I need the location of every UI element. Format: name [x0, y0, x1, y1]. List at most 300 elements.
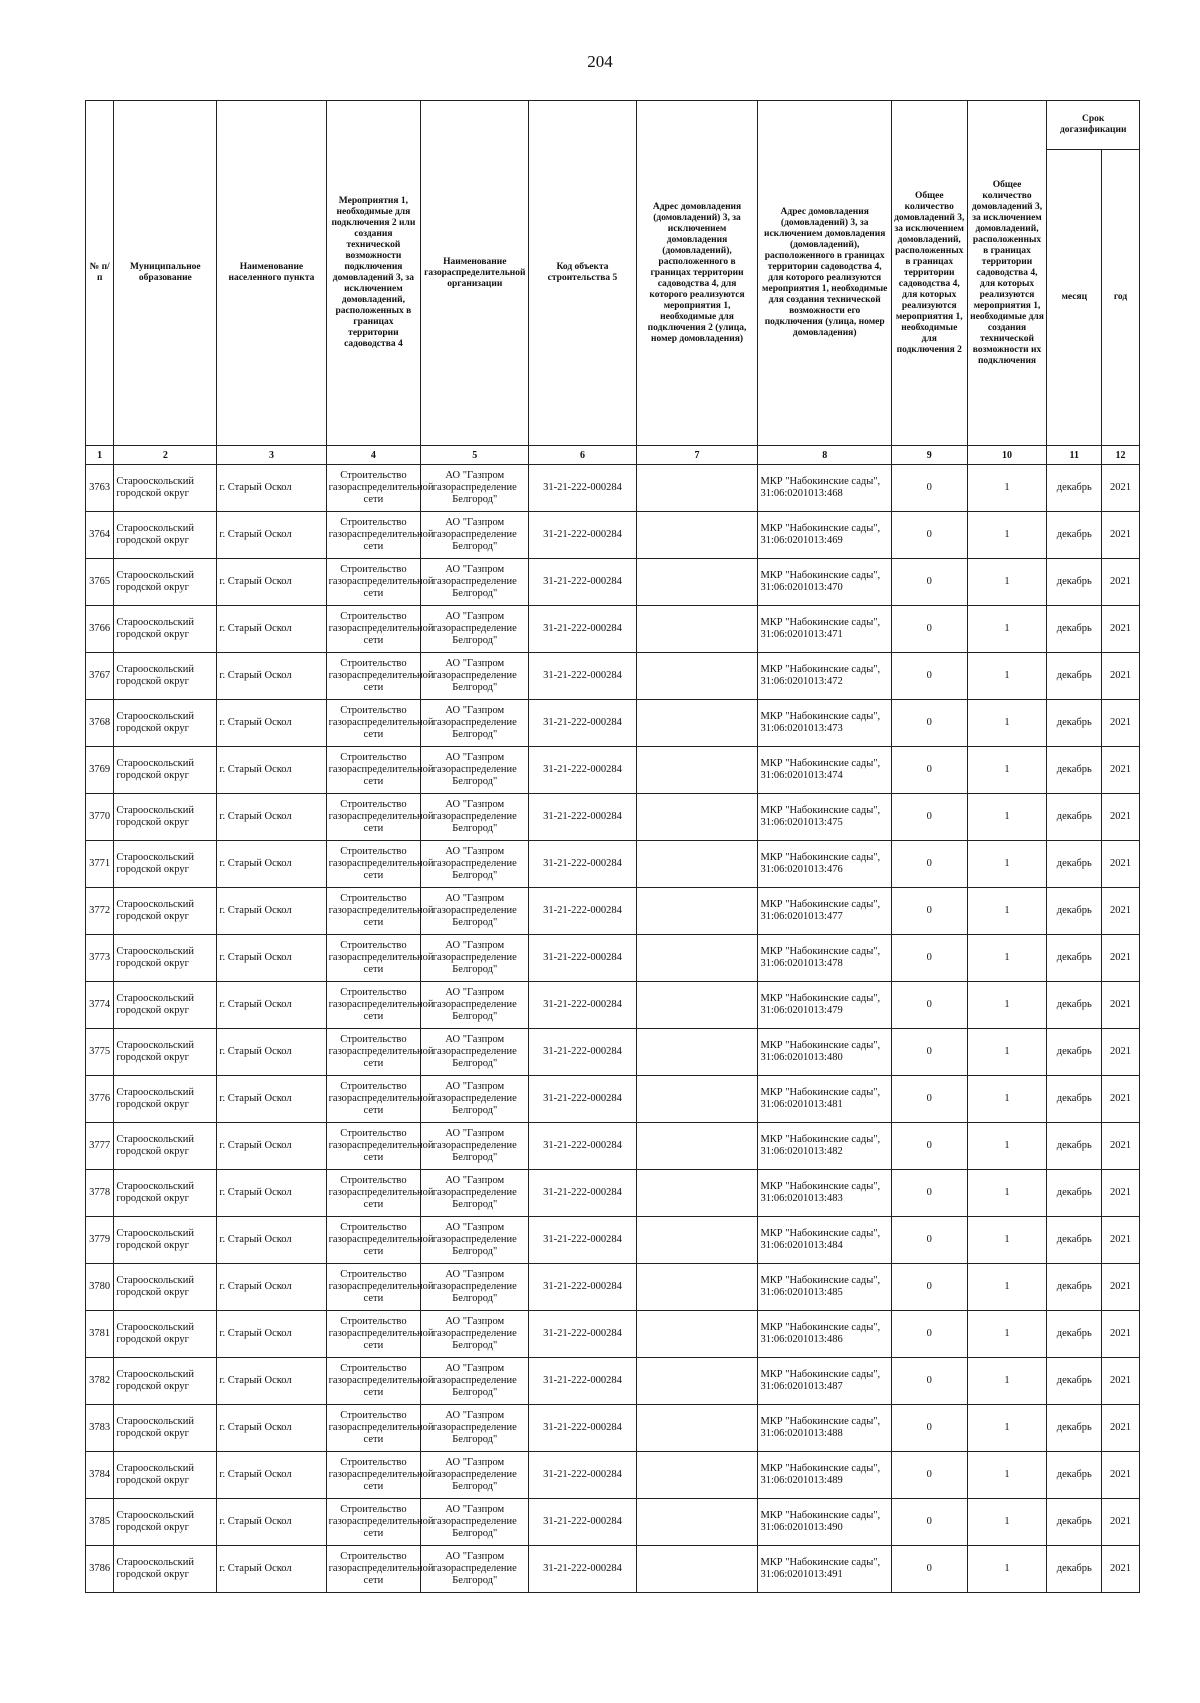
cell-year: 2021: [1102, 559, 1140, 606]
cell-address-capability: МКР "Набокинские сады", 31:06:0201013:487: [758, 1358, 891, 1405]
table-row: [86, 700, 1140, 747]
cell-number: 3771: [86, 841, 114, 888]
cell-activity: Строительство газораспределительной сети: [326, 1546, 421, 1593]
cell-total-connection: 0: [891, 700, 967, 747]
header-row: [86, 101, 1140, 150]
cell-address-capability: МКР "Набокинские сады", 31:06:0201013:481: [758, 1076, 891, 1123]
cell-organization: АО "Газпром газораспределение Белгород": [421, 559, 529, 606]
cell-total-connection: 0: [891, 1499, 967, 1546]
cell-object-code: 31-21-222-000284: [529, 1170, 636, 1217]
header-address-capability: Адрес домовладения (домовладений) 3, за исключением домовладения (домовладений), расположенного в границах территории садоводства 4, для которого реализуются мероприятия 1, необходимые для создания технической возможности его подключения (улица, номер домовладения): [758, 101, 891, 446]
cell-number: 3780: [86, 1264, 114, 1311]
cell-total-connection: 0: [891, 512, 967, 559]
cell-number: 3768: [86, 700, 114, 747]
cell-object-code: 31-21-222-000284: [529, 559, 636, 606]
header-num: № п/п: [86, 101, 114, 446]
cell-activity: Строительство газораспределительной сети: [326, 700, 421, 747]
cell-activity: Строительство газораспределительной сети: [326, 1311, 421, 1358]
cell-address-connection: [636, 700, 758, 747]
cell-locality: г. Старый Оскол: [217, 606, 326, 653]
table-row: [86, 1452, 1140, 1499]
cell-organization: АО "Газпром газораспределение Белгород": [421, 1499, 529, 1546]
cell-address-connection: [636, 1358, 758, 1405]
cell-address-capability: МКР "Набокинские сады", 31:06:0201013:474: [758, 747, 891, 794]
cell-number: 3782: [86, 1358, 114, 1405]
header-deadline: Срок догазификации: [1047, 101, 1140, 150]
cell-month: декабрь: [1047, 794, 1102, 841]
cell-activity: Строительство газораспределительной сети: [326, 794, 421, 841]
cell-month: декабрь: [1047, 606, 1102, 653]
cell-activity: Строительство газораспределительной сети: [326, 606, 421, 653]
cell-number: 3785: [86, 1499, 114, 1546]
cell-month: декабрь: [1047, 1405, 1102, 1452]
cell-address-connection: [636, 465, 758, 512]
cell-activity: Строительство газораспределительной сети: [326, 1123, 421, 1170]
cell-organization: АО "Газпром газораспределение Белгород": [421, 1546, 529, 1593]
cell-address-capability: МКР "Набокинские сады", 31:06:0201013:470: [758, 559, 891, 606]
cell-municipality: Старооскольский городской округ: [114, 465, 217, 512]
cell-address-capability: МКР "Набокинские сады", 31:06:0201013:472: [758, 653, 891, 700]
cell-total-connection: 0: [891, 888, 967, 935]
cell-address-connection: [636, 794, 758, 841]
cell-municipality: Старооскольский городской округ: [114, 1499, 217, 1546]
table-row: [86, 512, 1140, 559]
cell-address-connection: [636, 1264, 758, 1311]
cell-total-capability: 1: [967, 841, 1047, 888]
cell-address-connection: [636, 1546, 758, 1593]
cell-activity: Строительство газораспределительной сети: [326, 1405, 421, 1452]
cell-total-capability: 1: [967, 1170, 1047, 1217]
cell-activity: Строительство газораспределительной сети: [326, 1452, 421, 1499]
cell-number: 3784: [86, 1452, 114, 1499]
cell-municipality: Старооскольский городской округ: [114, 1029, 217, 1076]
cell-number: 3765: [86, 559, 114, 606]
cell-total-capability: 1: [967, 794, 1047, 841]
cell-activity: Строительство газораспределительной сети: [326, 465, 421, 512]
cell-total-connection: 0: [891, 653, 967, 700]
cell-total-capability: 1: [967, 1029, 1047, 1076]
table-row: [86, 465, 1140, 512]
table-row: [86, 1029, 1140, 1076]
cell-organization: АО "Газпром газораспределение Белгород": [421, 653, 529, 700]
cell-total-capability: 1: [967, 465, 1047, 512]
cell-locality: г. Старый Оскол: [217, 747, 326, 794]
cell-municipality: Старооскольский городской округ: [114, 512, 217, 559]
cell-locality: г. Старый Оскол: [217, 794, 326, 841]
table-row: [86, 653, 1140, 700]
cell-number: 3773: [86, 935, 114, 982]
table-row: [86, 1546, 1140, 1593]
cell-year: 2021: [1102, 1405, 1140, 1452]
cell-organization: АО "Газпром газораспределение Белгород": [421, 841, 529, 888]
cell-municipality: Старооскольский городской округ: [114, 1264, 217, 1311]
cell-organization: АО "Газпром газораспределение Белгород": [421, 935, 529, 982]
cell-locality: г. Старый Оскол: [217, 1264, 326, 1311]
cell-address-capability: МКР "Набокинские сады", 31:06:0201013:480: [758, 1029, 891, 1076]
table-body: [86, 465, 1140, 1593]
cell-address-capability: МКР "Набокинские сады", 31:06:0201013:477: [758, 888, 891, 935]
cell-total-capability: 1: [967, 935, 1047, 982]
cell-municipality: Старооскольский городской округ: [114, 1170, 217, 1217]
cell-number: 3781: [86, 1311, 114, 1358]
cell-total-connection: 0: [891, 1452, 967, 1499]
table-row: [86, 559, 1140, 606]
header-address-connection: Адрес домовладения (домовладений) 3, за исключением домовладения (домовладений), расположенного в границах территории садоводства 4, для которого реализуются мероприятия 1, необходимые для подключения 2 (улица, номер домовладения): [636, 101, 758, 446]
cell-address-capability: МКР "Набокинские сады", 31:06:0201013:483: [758, 1170, 891, 1217]
cell-address-capability: МКР "Набокинские сады", 31:06:0201013:485: [758, 1264, 891, 1311]
cell-number: 3777: [86, 1123, 114, 1170]
cell-month: декабрь: [1047, 1499, 1102, 1546]
cell-address-connection: [636, 1311, 758, 1358]
cell-total-capability: 1: [967, 512, 1047, 559]
cell-object-code: 31-21-222-000284: [529, 935, 636, 982]
cell-year: 2021: [1102, 935, 1140, 982]
table-row: [86, 794, 1140, 841]
cell-organization: АО "Газпром газораспределение Белгород": [421, 465, 529, 512]
cell-total-capability: 1: [967, 1546, 1047, 1593]
cell-year: 2021: [1102, 606, 1140, 653]
cell-organization: АО "Газпром газораспределение Белгород": [421, 1029, 529, 1076]
cell-locality: г. Старый Оскол: [217, 1405, 326, 1452]
cell-month: декабрь: [1047, 1123, 1102, 1170]
header-total-connection: Общее количество домовладений 3, за исключением домовладений, расположенных в границах территории садоводства 4, для которых реализуются мероприятия 1, необходимые для подключения 2: [891, 101, 967, 446]
cell-address-connection: [636, 1405, 758, 1452]
cell-total-connection: 0: [891, 465, 967, 512]
cell-address-connection: [636, 841, 758, 888]
cell-locality: г. Старый Оскол: [217, 1499, 326, 1546]
cell-municipality: Старооскольский городской округ: [114, 982, 217, 1029]
cell-activity: Строительство газораспределительной сети: [326, 1217, 421, 1264]
cell-total-connection: 0: [891, 1123, 967, 1170]
cell-municipality: Старооскольский городской округ: [114, 747, 217, 794]
header-code: Код объекта строительства 5: [529, 101, 636, 446]
cell-number: 3776: [86, 1076, 114, 1123]
header-activities: Мероприятия 1, необходимые для подключения 2 или создания технической возможности подключения домовладений 3, за исключением домовладений, расположенных в границах территории садоводства 4: [326, 101, 421, 446]
cell-object-code: 31-21-222-000284: [529, 1217, 636, 1264]
cell-organization: АО "Газпром газораспределение Белгород": [421, 888, 529, 935]
cell-object-code: 31-21-222-000284: [529, 606, 636, 653]
cell-number: 3766: [86, 606, 114, 653]
cell-year: 2021: [1102, 1499, 1140, 1546]
table-row: [86, 606, 1140, 653]
table-row: [86, 1123, 1140, 1170]
cell-object-code: 31-21-222-000284: [529, 747, 636, 794]
cell-year: 2021: [1102, 653, 1140, 700]
cell-municipality: Старооскольский городской округ: [114, 888, 217, 935]
cell-address-connection: [636, 1123, 758, 1170]
cell-activity: Строительство газораспределительной сети: [326, 1358, 421, 1405]
cell-total-capability: 1: [967, 1452, 1047, 1499]
cell-month: декабрь: [1047, 747, 1102, 794]
cell-total-capability: 1: [967, 1076, 1047, 1123]
table-row: [86, 841, 1140, 888]
cell-locality: г. Старый Оскол: [217, 1452, 326, 1499]
cell-municipality: Старооскольский городской округ: [114, 935, 217, 982]
cell-total-connection: 0: [891, 606, 967, 653]
cell-year: 2021: [1102, 465, 1140, 512]
cell-year: 2021: [1102, 700, 1140, 747]
header-month: месяц: [1047, 150, 1102, 446]
cell-locality: г. Старый Оскол: [217, 1546, 326, 1593]
cell-organization: АО "Газпром газораспределение Белгород": [421, 1264, 529, 1311]
cell-activity: Строительство газораспределительной сети: [326, 559, 421, 606]
cell-object-code: 31-21-222-000284: [529, 1546, 636, 1593]
cell-organization: АО "Газпром газораспределение Белгород": [421, 606, 529, 653]
cell-object-code: 31-21-222-000284: [529, 1029, 636, 1076]
table-row: [86, 1076, 1140, 1123]
cell-address-connection: [636, 559, 758, 606]
cell-municipality: Старооскольский городской округ: [114, 1311, 217, 1358]
cell-total-capability: 1: [967, 1499, 1047, 1546]
cell-total-connection: 0: [891, 982, 967, 1029]
cell-organization: АО "Газпром газораспределение Белгород": [421, 982, 529, 1029]
cell-municipality: Старооскольский городской округ: [114, 794, 217, 841]
cell-total-connection: 0: [891, 747, 967, 794]
cell-address-connection: [636, 1499, 758, 1546]
cell-object-code: 31-21-222-000284: [529, 1452, 636, 1499]
cell-address-connection: [636, 982, 758, 1029]
cell-organization: АО "Газпром газораспределение Белгород": [421, 1452, 529, 1499]
cell-municipality: Старооскольский городской округ: [114, 559, 217, 606]
column-number: 10: [967, 446, 1047, 465]
cell-number: 3774: [86, 982, 114, 1029]
cell-object-code: 31-21-222-000284: [529, 653, 636, 700]
cell-municipality: Старооскольский городской округ: [114, 1076, 217, 1123]
cell-total-connection: 0: [891, 1170, 967, 1217]
cell-municipality: Старооскольский городской округ: [114, 1546, 217, 1593]
cell-object-code: 31-21-222-000284: [529, 982, 636, 1029]
cell-year: 2021: [1102, 747, 1140, 794]
cell-address-capability: МКР "Набокинские сады", 31:06:0201013:475: [758, 794, 891, 841]
cell-locality: г. Старый Оскол: [217, 1029, 326, 1076]
cell-year: 2021: [1102, 982, 1140, 1029]
cell-address-connection: [636, 1452, 758, 1499]
cell-year: 2021: [1102, 1452, 1140, 1499]
header-total-capability: Общее количество домовладений 3, за исключением домовладений, расположенных в границах территории садоводства 4, для которых реализуются мероприятия 1, необходимые для создания технической возможности их подключения: [967, 101, 1047, 446]
cell-number: 3772: [86, 888, 114, 935]
cell-organization: АО "Газпром газораспределение Белгород": [421, 794, 529, 841]
cell-organization: АО "Газпром газораспределение Белгород": [421, 700, 529, 747]
cell-number: 3763: [86, 465, 114, 512]
cell-number: 3786: [86, 1546, 114, 1593]
cell-total-capability: 1: [967, 559, 1047, 606]
cell-address-capability: МКР "Набокинские сады", 31:06:0201013:478: [758, 935, 891, 982]
cell-year: 2021: [1102, 888, 1140, 935]
cell-total-connection: 0: [891, 559, 967, 606]
cell-activity: Строительство газораспределительной сети: [326, 841, 421, 888]
cell-organization: АО "Газпром газораспределение Белгород": [421, 1170, 529, 1217]
cell-organization: АО "Газпром газораспределение Белгород": [421, 1217, 529, 1264]
cell-month: декабрь: [1047, 888, 1102, 935]
cell-organization: АО "Газпром газораспределение Белгород": [421, 1076, 529, 1123]
column-number: 1: [86, 446, 114, 465]
cell-object-code: 31-21-222-000284: [529, 1358, 636, 1405]
cell-address-connection: [636, 606, 758, 653]
cell-total-capability: 1: [967, 1217, 1047, 1264]
table-row: [86, 1311, 1140, 1358]
table-row: [86, 1217, 1140, 1264]
cell-organization: АО "Газпром газораспределение Белгород": [421, 1123, 529, 1170]
cell-activity: Строительство газораспределительной сети: [326, 1029, 421, 1076]
cell-activity: Строительство газораспределительной сети: [326, 747, 421, 794]
cell-month: декабрь: [1047, 559, 1102, 606]
cell-address-capability: МКР "Набокинские сады", 31:06:0201013:468: [758, 465, 891, 512]
cell-number: 3775: [86, 1029, 114, 1076]
cell-number: 3770: [86, 794, 114, 841]
column-number: 2: [114, 446, 217, 465]
cell-month: декабрь: [1047, 1264, 1102, 1311]
cell-locality: г. Старый Оскол: [217, 1076, 326, 1123]
cell-object-code: 31-21-222-000284: [529, 700, 636, 747]
cell-address-connection: [636, 1029, 758, 1076]
cell-total-connection: 0: [891, 1358, 967, 1405]
cell-total-capability: 1: [967, 1264, 1047, 1311]
cell-address-connection: [636, 888, 758, 935]
cell-month: декабрь: [1047, 841, 1102, 888]
column-number: 3: [217, 446, 326, 465]
cell-number: 3779: [86, 1217, 114, 1264]
cell-year: 2021: [1102, 1358, 1140, 1405]
cell-locality: г. Старый Оскол: [217, 512, 326, 559]
cell-locality: г. Старый Оскол: [217, 465, 326, 512]
cell-locality: г. Старый Оскол: [217, 1123, 326, 1170]
cell-activity: Строительство газораспределительной сети: [326, 1170, 421, 1217]
cell-month: декабрь: [1047, 982, 1102, 1029]
cell-total-connection: 0: [891, 1264, 967, 1311]
cell-address-connection: [636, 747, 758, 794]
column-number: 8: [758, 446, 891, 465]
cell-activity: Строительство газораспределительной сети: [326, 888, 421, 935]
cell-year: 2021: [1102, 1217, 1140, 1264]
cell-municipality: Старооскольский городской округ: [114, 1358, 217, 1405]
cell-month: декабрь: [1047, 935, 1102, 982]
cell-municipality: Старооскольский городской округ: [114, 1217, 217, 1264]
header-year: год: [1102, 150, 1140, 446]
cell-locality: г. Старый Оскол: [217, 1311, 326, 1358]
cell-total-capability: 1: [967, 888, 1047, 935]
cell-year: 2021: [1102, 1170, 1140, 1217]
table-row: [86, 935, 1140, 982]
cell-object-code: 31-21-222-000284: [529, 512, 636, 559]
gasification-table: [85, 100, 1140, 1593]
cell-number: 3778: [86, 1170, 114, 1217]
cell-month: декабрь: [1047, 700, 1102, 747]
cell-month: декабрь: [1047, 1029, 1102, 1076]
cell-year: 2021: [1102, 512, 1140, 559]
cell-address-capability: МКР "Набокинские сады", 31:06:0201013:471: [758, 606, 891, 653]
cell-address-connection: [636, 653, 758, 700]
cell-total-capability: 1: [967, 653, 1047, 700]
cell-address-connection: [636, 935, 758, 982]
cell-address-capability: МКР "Набокинские сады", 31:06:0201013:486: [758, 1311, 891, 1358]
cell-object-code: 31-21-222-000284: [529, 841, 636, 888]
cell-locality: г. Старый Оскол: [217, 982, 326, 1029]
cell-municipality: Старооскольский городской округ: [114, 653, 217, 700]
cell-municipality: Старооскольский городской округ: [114, 1405, 217, 1452]
cell-address-connection: [636, 1217, 758, 1264]
cell-number: 3764: [86, 512, 114, 559]
cell-organization: АО "Газпром газораспределение Белгород": [421, 512, 529, 559]
cell-organization: АО "Газпром газораспределение Белгород": [421, 1358, 529, 1405]
cell-year: 2021: [1102, 1264, 1140, 1311]
cell-total-capability: 1: [967, 606, 1047, 653]
page-number: 204: [587, 52, 613, 71]
cell-month: декабрь: [1047, 465, 1102, 512]
column-number: 6: [529, 446, 636, 465]
cell-total-capability: 1: [967, 747, 1047, 794]
cell-activity: Строительство газораспределительной сети: [326, 982, 421, 1029]
table-row: [86, 1405, 1140, 1452]
cell-number: 3783: [86, 1405, 114, 1452]
cell-total-capability: 1: [967, 1311, 1047, 1358]
cell-address-connection: [636, 1170, 758, 1217]
header-org: Наименование газораспределительной организации: [421, 101, 529, 446]
cell-activity: Строительство газораспределительной сети: [326, 512, 421, 559]
cell-month: декабрь: [1047, 1217, 1102, 1264]
table-row: [86, 982, 1140, 1029]
cell-total-capability: 1: [967, 1358, 1047, 1405]
cell-total-connection: 0: [891, 1311, 967, 1358]
column-number-row: [86, 446, 1140, 465]
cell-address-capability: МКР "Набокинские сады", 31:06:0201013:482: [758, 1123, 891, 1170]
cell-month: декабрь: [1047, 1358, 1102, 1405]
cell-activity: Строительство газораспределительной сети: [326, 1499, 421, 1546]
cell-municipality: Старооскольский городской округ: [114, 841, 217, 888]
table-row: [86, 1358, 1140, 1405]
cell-total-capability: 1: [967, 982, 1047, 1029]
cell-year: 2021: [1102, 1076, 1140, 1123]
cell-municipality: Старооскольский городской округ: [114, 700, 217, 747]
cell-month: декабрь: [1047, 1546, 1102, 1593]
cell-address-capability: МКР "Набокинские сады", 31:06:0201013:473: [758, 700, 891, 747]
cell-object-code: 31-21-222-000284: [529, 888, 636, 935]
cell-municipality: Старооскольский городской округ: [114, 1452, 217, 1499]
cell-address-capability: МКР "Набокинские сады", 31:06:0201013:490: [758, 1499, 891, 1546]
header-municipality: Муниципальное образование: [114, 101, 217, 446]
cell-total-capability: 1: [967, 1123, 1047, 1170]
cell-total-connection: 0: [891, 1029, 967, 1076]
cell-total-connection: 0: [891, 935, 967, 982]
column-number: 5: [421, 446, 529, 465]
cell-locality: г. Старый Оскол: [217, 653, 326, 700]
cell-total-connection: 0: [891, 1217, 967, 1264]
cell-activity: Строительство газораспределительной сети: [326, 1076, 421, 1123]
cell-object-code: 31-21-222-000284: [529, 1076, 636, 1123]
table-row: [86, 1499, 1140, 1546]
cell-locality: г. Старый Оскол: [217, 559, 326, 606]
cell-address-capability: МКР "Набокинские сады", 31:06:0201013:479: [758, 982, 891, 1029]
cell-locality: г. Старый Оскол: [217, 1170, 326, 1217]
cell-organization: АО "Газпром газораспределение Белгород": [421, 747, 529, 794]
column-number: 7: [636, 446, 758, 465]
cell-locality: г. Старый Оскол: [217, 1217, 326, 1264]
table-row: [86, 1170, 1140, 1217]
cell-year: 2021: [1102, 1029, 1140, 1076]
cell-activity: Строительство газораспределительной сети: [326, 653, 421, 700]
cell-locality: г. Старый Оскол: [217, 1358, 326, 1405]
cell-address-connection: [636, 1076, 758, 1123]
header-locality: Наименование населенного пункта: [217, 101, 326, 446]
cell-object-code: 31-21-222-000284: [529, 1499, 636, 1546]
cell-total-capability: 1: [967, 700, 1047, 747]
cell-total-connection: 0: [891, 1546, 967, 1593]
cell-year: 2021: [1102, 1123, 1140, 1170]
cell-month: декабрь: [1047, 512, 1102, 559]
cell-address-capability: МКР "Набокинские сады", 31:06:0201013:469: [758, 512, 891, 559]
table-row: [86, 1264, 1140, 1311]
cell-address-capability: МКР "Набокинские сады", 31:06:0201013:476: [758, 841, 891, 888]
cell-month: декабрь: [1047, 1452, 1102, 1499]
